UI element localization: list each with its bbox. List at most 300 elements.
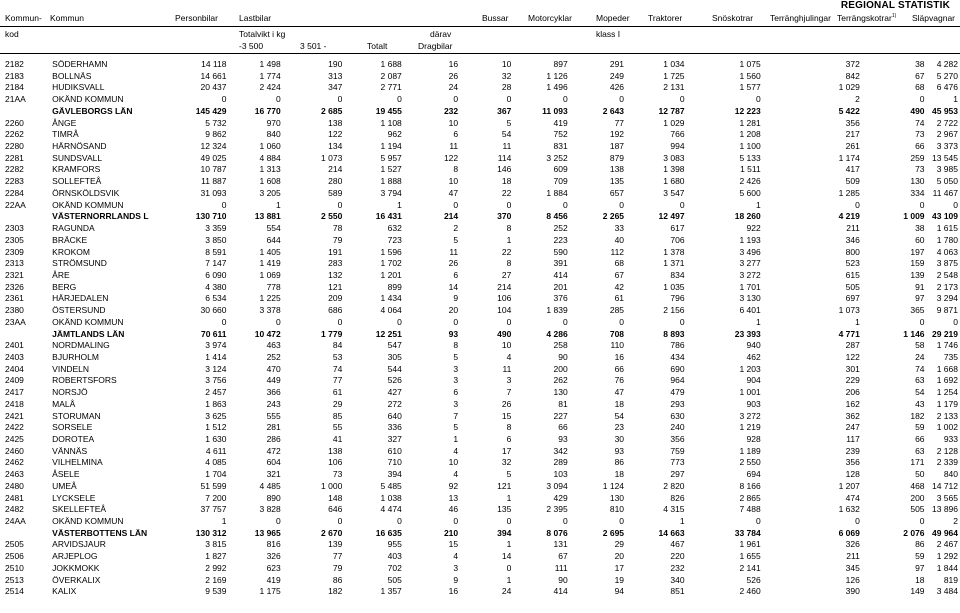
value-cell: 1 608 bbox=[259, 176, 281, 187]
value-cell: 356 bbox=[845, 117, 860, 128]
value-cell: 131 bbox=[553, 539, 568, 550]
value-cell: 4 bbox=[453, 445, 459, 456]
table-row bbox=[0, 176, 960, 188]
value-cell: 214 bbox=[328, 164, 343, 175]
value-cell: 3 756 bbox=[205, 375, 227, 386]
value-cell: 419 bbox=[266, 574, 281, 585]
value-cell: 3 bbox=[506, 375, 512, 386]
table-row bbox=[0, 94, 960, 106]
value-cell: 449 bbox=[266, 375, 281, 386]
value-cell: 54 bbox=[915, 387, 925, 398]
value-cell: 2 548 bbox=[936, 269, 958, 280]
value-cell: 3 794 bbox=[380, 187, 402, 198]
value-cell: 103 bbox=[553, 469, 568, 480]
value-cell: 20 437 bbox=[200, 82, 227, 93]
value-cell: 0 bbox=[919, 516, 925, 527]
value-cell: 0 bbox=[562, 199, 568, 210]
value-cell: 356 bbox=[845, 457, 860, 468]
value-cell: 2 457 bbox=[205, 387, 227, 398]
value-cell: 526 bbox=[746, 574, 761, 585]
value-cell: 285 bbox=[609, 305, 625, 316]
value-cell: 831 bbox=[553, 141, 568, 152]
value-cell: 138 bbox=[328, 117, 343, 128]
value-cell: 1 774 bbox=[259, 70, 281, 81]
kommun-name-cell: ÅSELE bbox=[52, 469, 80, 480]
value-cell: 1 124 bbox=[602, 480, 625, 491]
value-cell: 3 985 bbox=[936, 164, 958, 175]
value-cell: 834 bbox=[670, 269, 685, 280]
value-cell: 1 bbox=[506, 492, 512, 503]
value-cell: 13 965 bbox=[254, 527, 281, 538]
value-cell: 4 bbox=[453, 469, 459, 480]
value-cell: 10 787 bbox=[200, 164, 227, 175]
value-cell: 0 bbox=[855, 199, 860, 210]
value-cell: 59 bbox=[915, 422, 925, 433]
value-cell: 4 286 bbox=[546, 328, 568, 339]
value-cell: 3 565 bbox=[936, 492, 958, 503]
kommun-kod-cell: 2183 bbox=[5, 70, 24, 81]
table-row bbox=[0, 141, 960, 153]
value-cell: 759 bbox=[670, 445, 685, 456]
value-cell: 73 bbox=[915, 129, 925, 140]
value-cell: 8 456 bbox=[546, 211, 568, 222]
value-cell: 928 bbox=[746, 434, 761, 444]
value-cell: 786 bbox=[670, 340, 685, 351]
value-cell: 32 bbox=[501, 70, 512, 81]
value-cell: 365 bbox=[910, 305, 925, 316]
value-cell: 690 bbox=[670, 363, 685, 374]
value-cell: 13 896 bbox=[932, 504, 958, 515]
value-cell: 6 bbox=[453, 387, 459, 398]
kommun-name-cell: BOLLNÄS bbox=[52, 70, 92, 81]
value-cell: 3 277 bbox=[739, 258, 761, 269]
value-cell: 79 bbox=[332, 234, 343, 245]
county-total-row bbox=[0, 211, 960, 223]
value-cell: 3 828 bbox=[259, 504, 281, 515]
table-row bbox=[0, 118, 960, 130]
value-cell: 84 bbox=[332, 340, 343, 351]
value-cell: 819 bbox=[943, 574, 958, 585]
value-cell: 1 219 bbox=[739, 422, 761, 433]
value-cell: 0 bbox=[953, 199, 958, 210]
value-cell: 293 bbox=[670, 398, 685, 409]
value-cell: 14 663 bbox=[658, 527, 685, 538]
value-cell: 1 034 bbox=[663, 59, 685, 69]
value-cell: 623 bbox=[266, 562, 281, 573]
value-cell: 1 378 bbox=[663, 246, 685, 257]
value-cell: 8 591 bbox=[205, 246, 227, 257]
value-cell: 526 bbox=[387, 375, 402, 386]
value-cell: 0 bbox=[506, 516, 512, 527]
kommun-kod-cell: 21AA bbox=[5, 94, 26, 105]
value-cell: 1 292 bbox=[936, 551, 958, 562]
value-cell: 1 281 bbox=[739, 117, 761, 128]
value-cell: 46 bbox=[448, 504, 459, 515]
value-cell: 1 073 bbox=[838, 305, 860, 316]
value-cell: 970 bbox=[266, 117, 281, 128]
value-cell: 2 643 bbox=[602, 105, 625, 116]
table-row bbox=[0, 352, 960, 364]
table-row bbox=[0, 411, 960, 423]
kommun-kod-cell: 2513 bbox=[5, 574, 24, 585]
value-cell: 3 272 bbox=[739, 410, 761, 421]
value-cell: 280 bbox=[328, 176, 343, 187]
value-cell: 1 680 bbox=[663, 176, 685, 187]
value-cell: 509 bbox=[845, 176, 860, 187]
value-cell: 0 bbox=[276, 516, 281, 527]
value-cell: 14 118 bbox=[201, 59, 227, 69]
value-cell: 5 485 bbox=[380, 480, 402, 491]
value-cell: 23 393 bbox=[734, 328, 761, 339]
value-cell: 994 bbox=[670, 141, 685, 152]
kommun-kod-cell: 24AA bbox=[5, 516, 26, 527]
kommun-name-cell: ROBERTSFORS bbox=[52, 375, 117, 386]
value-cell: 93 bbox=[448, 328, 459, 339]
value-cell: 32 bbox=[501, 457, 512, 468]
value-cell: 78 bbox=[332, 223, 343, 234]
value-cell: 74 bbox=[915, 363, 925, 374]
kommun-kod-cell: 2321 bbox=[5, 269, 24, 280]
kommun-kod-cell: 2283 bbox=[5, 176, 24, 187]
table-row bbox=[0, 434, 960, 446]
value-cell: 1 884 bbox=[546, 187, 568, 198]
value-cell: 4 282 bbox=[936, 59, 958, 69]
value-cell: 1 bbox=[679, 516, 685, 527]
value-cell: 258 bbox=[553, 340, 568, 351]
value-cell: 4 bbox=[506, 351, 512, 362]
table-row bbox=[0, 493, 960, 505]
value-cell: 0 bbox=[619, 94, 625, 105]
value-cell: 66 bbox=[915, 141, 925, 152]
value-cell: 0 bbox=[562, 94, 568, 105]
value-cell: 2 967 bbox=[936, 129, 958, 140]
value-cell: 14 712 bbox=[932, 480, 958, 491]
value-cell: 90 bbox=[558, 574, 568, 585]
table-row bbox=[0, 153, 960, 165]
value-cell: 5 050 bbox=[936, 176, 958, 187]
value-cell: 321 bbox=[266, 469, 281, 480]
value-cell: 1 146 bbox=[903, 328, 925, 339]
value-cell: 13 881 bbox=[254, 211, 281, 222]
value-cell: 1 615 bbox=[936, 223, 958, 234]
header-personbilar: Personbilar bbox=[175, 13, 218, 23]
value-cell: 30 bbox=[614, 434, 625, 444]
value-cell: 708 bbox=[609, 328, 625, 339]
value-cell: 54 bbox=[501, 129, 512, 140]
value-cell: 86 bbox=[332, 574, 343, 585]
value-cell: 149 bbox=[910, 586, 925, 597]
value-cell: 159 bbox=[910, 258, 925, 269]
kommun-name-cell: DOROTEA bbox=[52, 434, 95, 444]
header-totalt: Totalt bbox=[367, 41, 388, 51]
value-cell: 879 bbox=[609, 152, 625, 163]
value-cell: 3 294 bbox=[936, 293, 958, 304]
kommun-name-cell: LYCKSELE bbox=[52, 492, 96, 503]
value-cell: 340 bbox=[670, 574, 685, 585]
value-cell: 840 bbox=[943, 469, 958, 480]
value-cell: 272 bbox=[387, 398, 402, 409]
table-row bbox=[0, 317, 960, 329]
value-cell: 6 534 bbox=[205, 293, 227, 304]
kommun-kod-cell: 2404 bbox=[5, 363, 24, 374]
value-cell: 201 bbox=[553, 281, 568, 292]
value-cell: 217 bbox=[845, 129, 860, 140]
value-cell: 490 bbox=[910, 105, 925, 116]
value-cell: 3 373 bbox=[936, 141, 958, 152]
value-cell: 0 bbox=[855, 516, 860, 527]
value-cell: 6 069 bbox=[838, 527, 860, 538]
value-cell: 10 472 bbox=[254, 328, 281, 339]
kommun-kod-cell bbox=[0, 329, 52, 341]
value-cell: 7 147 bbox=[205, 258, 227, 269]
value-cell: 67 bbox=[614, 269, 625, 280]
value-cell: 8 076 bbox=[546, 527, 568, 538]
value-cell: 2 339 bbox=[936, 457, 958, 468]
value-cell: 249 bbox=[609, 70, 625, 81]
value-cell: 5 957 bbox=[380, 152, 402, 163]
value-cell: 3 083 bbox=[663, 152, 685, 163]
table-row bbox=[0, 516, 960, 528]
table-row bbox=[0, 71, 960, 83]
value-cell: 130 bbox=[910, 176, 925, 187]
table-row bbox=[0, 457, 960, 469]
table-row bbox=[0, 258, 960, 270]
value-cell: 26 bbox=[501, 398, 512, 409]
value-cell: 1 725 bbox=[663, 70, 685, 81]
value-cell: 7 488 bbox=[739, 504, 761, 515]
value-cell: 182 bbox=[328, 586, 343, 597]
value-cell: 1 511 bbox=[740, 164, 761, 175]
value-cell: 0 bbox=[755, 516, 761, 527]
value-cell: 1 692 bbox=[936, 375, 958, 386]
value-cell: 3 272 bbox=[739, 269, 761, 280]
value-cell: 326 bbox=[266, 551, 281, 562]
value-cell: 0 bbox=[337, 516, 343, 527]
value-cell: 4 884 bbox=[259, 152, 281, 163]
value-cell: 29 bbox=[332, 398, 343, 409]
kommun-name-cell: JÄMTLANDS LÄN bbox=[52, 328, 125, 339]
value-cell: 2 bbox=[453, 223, 459, 234]
value-cell: 2 173 bbox=[936, 281, 958, 292]
header-darav: därav bbox=[430, 29, 452, 39]
value-cell: 1 201 bbox=[380, 269, 402, 280]
value-cell: 61 bbox=[614, 293, 625, 304]
value-cell: 0 bbox=[506, 199, 512, 210]
value-cell: 18 bbox=[614, 398, 625, 409]
value-cell: 2 865 bbox=[739, 492, 761, 503]
value-cell: 68 bbox=[915, 82, 925, 93]
value-cell: 289 bbox=[553, 457, 568, 468]
value-cell: 3 875 bbox=[936, 258, 958, 269]
kommun-kod-cell: 2282 bbox=[5, 164, 24, 175]
header-traktorer: Traktorer bbox=[648, 13, 683, 23]
kommun-name-cell: VÄNNÄS bbox=[52, 445, 88, 456]
value-cell: 3 bbox=[453, 562, 459, 573]
value-cell: 336 bbox=[387, 422, 402, 433]
value-cell: 16 bbox=[448, 586, 459, 597]
value-cell: 24 bbox=[915, 351, 925, 362]
value-cell: 903 bbox=[746, 398, 761, 409]
value-cell: 191 bbox=[328, 246, 343, 257]
value-cell: 334 bbox=[910, 187, 925, 198]
value-cell: 1 512 bbox=[205, 422, 227, 433]
value-cell: 11 887 bbox=[201, 176, 227, 187]
value-cell: 3 974 bbox=[205, 340, 227, 351]
value-cell: 6 bbox=[453, 129, 459, 140]
value-cell: 11 bbox=[449, 141, 459, 152]
value-cell: 11 bbox=[502, 141, 512, 152]
value-cell: 490 bbox=[497, 328, 512, 339]
value-cell: 8 166 bbox=[739, 480, 761, 491]
value-cell: 1 780 bbox=[936, 234, 958, 245]
kommun-name-cell: KRAMFORS bbox=[52, 164, 101, 175]
value-cell: 376 bbox=[553, 293, 568, 304]
value-cell: 5 270 bbox=[936, 70, 958, 81]
value-cell: 897 bbox=[553, 59, 568, 69]
value-cell: 138 bbox=[328, 445, 343, 456]
value-cell: 1 285 bbox=[838, 187, 860, 198]
header-row-3 bbox=[0, 40, 960, 52]
table-row bbox=[0, 305, 960, 317]
value-cell: 1 bbox=[221, 516, 227, 527]
kommun-kod-cell bbox=[0, 211, 52, 223]
value-cell: 1 bbox=[276, 199, 281, 210]
value-cell: 0 bbox=[506, 316, 512, 327]
value-cell: 3 359 bbox=[205, 223, 227, 234]
value-cell: 0 bbox=[619, 199, 625, 210]
kommun-kod-cell: 2481 bbox=[5, 492, 24, 503]
value-cell: 16 bbox=[614, 351, 625, 362]
value-cell: 49 025 bbox=[200, 152, 227, 163]
table-row bbox=[0, 504, 960, 516]
value-cell: 5 600 bbox=[739, 187, 761, 198]
value-cell: 67 bbox=[915, 70, 925, 81]
value-cell: 3 124 bbox=[205, 363, 227, 374]
value-cell: 259 bbox=[910, 152, 925, 163]
value-cell: 20 bbox=[448, 305, 459, 316]
value-cell: 800 bbox=[845, 246, 860, 257]
table-row bbox=[0, 188, 960, 200]
value-cell: 1 701 bbox=[739, 281, 761, 292]
value-cell: 128 bbox=[845, 469, 860, 480]
header-mopeder: Mopeder bbox=[596, 13, 630, 23]
value-cell: 11 467 bbox=[932, 187, 958, 198]
value-cell: 7 bbox=[506, 387, 512, 398]
kommun-name-cell: KROKOM bbox=[52, 246, 90, 257]
value-cell: 122 bbox=[328, 129, 343, 140]
value-cell: 18 bbox=[915, 574, 925, 585]
value-cell: 474 bbox=[845, 492, 860, 503]
kommun-kod-cell: 2463 bbox=[5, 469, 24, 480]
value-cell: 2 426 bbox=[739, 176, 761, 187]
table-row bbox=[0, 446, 960, 458]
kommun-name-cell: HUDIKSVALL bbox=[52, 82, 105, 93]
kommun-kod-cell: 2280 bbox=[5, 141, 24, 152]
value-cell: 110 bbox=[610, 340, 625, 351]
value-cell: 1 175 bbox=[259, 586, 281, 597]
value-cell: 1 630 bbox=[205, 434, 227, 444]
value-cell: 1 863 bbox=[205, 398, 227, 409]
value-cell: 1 029 bbox=[663, 117, 685, 128]
value-cell: 2 265 bbox=[602, 211, 625, 222]
value-cell: 2 695 bbox=[602, 527, 625, 538]
value-cell: 70 611 bbox=[200, 328, 227, 339]
value-cell: 17 bbox=[614, 562, 625, 573]
value-cell: 4 085 bbox=[205, 457, 227, 468]
kommun-kod-cell: 2262 bbox=[5, 129, 24, 140]
value-cell: 2 133 bbox=[936, 410, 958, 421]
value-cell: 2 460 bbox=[739, 586, 761, 597]
table-row bbox=[0, 282, 960, 294]
value-cell: 778 bbox=[266, 281, 281, 292]
value-cell: 18 bbox=[501, 176, 512, 187]
value-cell: 1 100 bbox=[739, 141, 761, 152]
value-cell: 1 405 bbox=[259, 246, 281, 257]
footnote-marker: 1) bbox=[891, 13, 897, 19]
value-cell: 211 bbox=[846, 223, 860, 234]
value-cell: 66 bbox=[915, 434, 925, 444]
kommun-kod-cell: 2418 bbox=[5, 398, 24, 409]
value-cell: 130 312 bbox=[195, 527, 227, 538]
value-cell: 414 bbox=[553, 269, 568, 280]
value-cell: 1 193 bbox=[739, 234, 761, 245]
value-cell: 657 bbox=[609, 187, 625, 198]
kommun-name-cell: OKÄND KOMMUN bbox=[52, 199, 124, 210]
kommun-name-cell: STORUMAN bbox=[52, 410, 101, 421]
value-cell: 11 bbox=[502, 363, 512, 374]
kommun-name-cell: JOKKMOKK bbox=[52, 562, 100, 573]
value-cell: 3 252 bbox=[546, 152, 568, 163]
value-cell: 97 bbox=[915, 293, 925, 304]
value-cell: 313 bbox=[328, 70, 343, 81]
value-cell: 130 bbox=[553, 387, 568, 398]
value-cell: 840 bbox=[266, 129, 281, 140]
kommun-kod-cell: 2281 bbox=[5, 152, 24, 163]
value-cell: 697 bbox=[845, 293, 860, 304]
kommun-kod-cell: 2284 bbox=[5, 187, 24, 198]
value-cell: 0 bbox=[397, 516, 402, 527]
value-cell: 27 bbox=[501, 269, 512, 280]
value-cell: 5 bbox=[453, 351, 459, 362]
kommun-name-cell: ÅRE bbox=[52, 269, 70, 280]
value-cell: 29 bbox=[614, 539, 625, 550]
value-cell: 890 bbox=[266, 492, 281, 503]
kommun-kod-cell: 2480 bbox=[5, 480, 24, 491]
value-cell: 1 009 bbox=[903, 211, 925, 222]
value-cell: 0 bbox=[619, 316, 625, 327]
kommun-kod-cell: 2305 bbox=[5, 234, 24, 245]
kommun-kod-cell: 2510 bbox=[5, 562, 24, 573]
county-total-row bbox=[0, 106, 960, 118]
value-cell: 2 076 bbox=[903, 527, 925, 538]
value-cell: 9 bbox=[453, 574, 459, 585]
kommun-kod-cell: 2403 bbox=[5, 351, 24, 362]
value-cell: 810 bbox=[609, 504, 625, 515]
value-cell: 554 bbox=[266, 223, 281, 234]
value-cell: 42 bbox=[614, 281, 625, 292]
value-cell: 391 bbox=[553, 258, 568, 269]
value-cell: 86 bbox=[614, 457, 625, 468]
value-cell: 467 bbox=[670, 539, 685, 550]
kommun-kod-cell: 2462 bbox=[5, 457, 24, 468]
value-cell: 6 476 bbox=[936, 82, 958, 93]
value-cell: 122 bbox=[443, 152, 459, 163]
value-cell: 66 bbox=[614, 363, 625, 374]
value-cell: 6 401 bbox=[739, 305, 761, 316]
kommun-name-cell: SKELLEFTEÅ bbox=[52, 504, 107, 515]
value-cell: 1 126 bbox=[546, 70, 568, 81]
value-cell: 187 bbox=[609, 141, 625, 152]
